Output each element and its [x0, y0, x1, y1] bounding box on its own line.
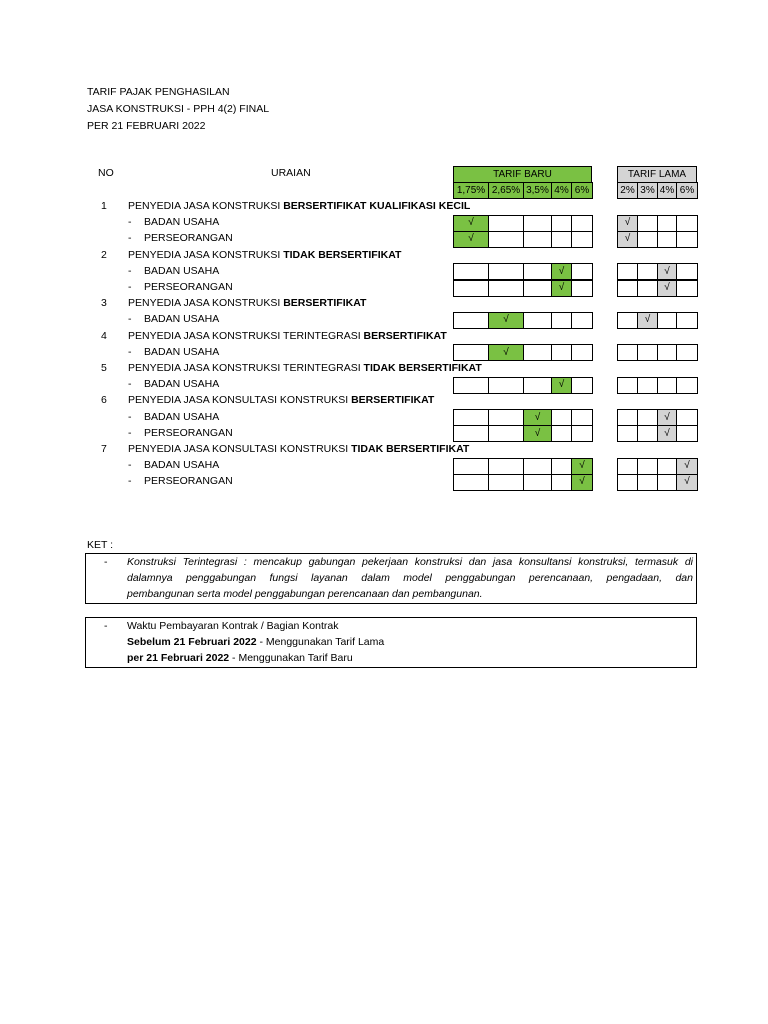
rate-cell [638, 410, 658, 426]
old-rate-header-3: 3% [638, 183, 658, 199]
rate-cell-checked: √ [489, 345, 524, 361]
rate-cell [524, 345, 552, 361]
sub-row-dash: - [128, 281, 132, 293]
category-text-bold: TIDAK BERSERTIFIKAT [283, 248, 402, 261]
rate-cell [638, 231, 658, 247]
rate-cell [677, 231, 698, 247]
tarif-lama-row-cells [617, 425, 698, 442]
rate-cell [524, 231, 552, 247]
category-heading [128, 392, 434, 408]
rate-cell [572, 410, 593, 426]
rate-header-4: 4% [552, 183, 572, 199]
rate-cell [677, 377, 698, 393]
sub-row-label: BADAN USAHA [144, 410, 220, 423]
sub-row-label: PERSEORANGAN [144, 475, 233, 488]
rate-cell [677, 264, 698, 280]
rate-header-3-5: 3,5% [524, 183, 552, 199]
sub-row-dash: - [128, 264, 132, 277]
tarif-lama-rate-header [617, 182, 698, 199]
rate-cell [572, 215, 593, 231]
rate-cell [572, 426, 593, 442]
doc-title-line-2: JASA KONSTRUKSI - PPH 4(2) FINAL [87, 103, 270, 115]
rate-cell [677, 215, 698, 231]
rate-cell [454, 410, 489, 426]
rate-cell [489, 215, 524, 231]
old-rate-header-2: 2% [618, 183, 638, 199]
rate-cell-checked: √ [658, 410, 677, 426]
rate-cell [454, 458, 489, 474]
rate-cell-checked: √ [658, 264, 677, 280]
rate-cell-checked: √ [572, 458, 593, 474]
tarif-baru-row-cells [453, 280, 593, 297]
rate-cell-checked: √ [552, 280, 572, 296]
old-rate-header-4: 4% [658, 183, 677, 199]
category-text: PENYEDIA JASA KONSTRUKSI [128, 200, 284, 212]
category-text-bold: TIDAK BERSERTIFIKAT [351, 443, 470, 455]
category-text-bold: BERSERTIFIKAT [283, 297, 367, 310]
rate-cell [638, 215, 658, 231]
rate-cell [618, 377, 638, 393]
tarif-baru-row-cells [453, 377, 593, 394]
tarif-baru-row-cells [453, 425, 593, 442]
rate-cell [552, 458, 572, 474]
rate-cell [489, 410, 524, 426]
header-tarif-baru: TARIF BARU [453, 166, 592, 183]
sub-row-label: BADAN USAHA [144, 264, 220, 277]
rate-cell [489, 458, 524, 474]
sub-row-label: PERSEORANGAN [144, 281, 233, 293]
tarif-lama-row-cells [617, 312, 698, 329]
ket-label: KET : [87, 539, 114, 551]
category-text: PENYEDIA JASA KONSULTASI KONSTRUKSI [128, 394, 352, 407]
tarif-lama-row-cells [617, 474, 698, 491]
rate-cell [552, 312, 572, 328]
rate-header-2-65: 2,65% [489, 183, 524, 199]
rate-cell [677, 410, 698, 426]
rate-cell [677, 426, 698, 442]
rate-cell [638, 426, 658, 442]
tarif-baru-row-cells [453, 474, 593, 491]
category-heading [128, 360, 482, 376]
rate-cell [618, 264, 638, 280]
rate-cell [454, 377, 489, 393]
rate-cell-checked: √ [677, 458, 698, 474]
category-text: PENYEDIA JASA KONSTRUKSI [128, 297, 284, 310]
rate-cell [658, 345, 677, 361]
row-number: 4 [101, 329, 107, 342]
rate-cell [638, 474, 658, 490]
rate-cell [618, 312, 638, 328]
rate-cell [454, 474, 489, 490]
sub-row-dash: - [128, 459, 132, 472]
rate-cell [572, 231, 593, 247]
rate-cell [658, 312, 677, 328]
rate-header-1-75: 1,75% [454, 183, 489, 199]
tarif-lama-row-cells [617, 280, 698, 297]
rate-cell-checked: √ [524, 426, 552, 442]
rate-cell [658, 474, 677, 490]
row-number: 3 [101, 297, 107, 310]
sub-row-label: BADAN USAHA [144, 216, 220, 229]
note1-line-3: pembangunan serta model penggabungan perencanaan dan pembangunan. [127, 588, 483, 600]
rate-cell-checked: √ [489, 312, 524, 328]
rate-cell [658, 377, 677, 393]
header-no: NO [98, 167, 114, 179]
rate-cell [489, 280, 524, 296]
sub-row-dash: - [128, 313, 132, 326]
rate-cell-checked: √ [524, 410, 552, 426]
rate-cell-checked: √ [677, 474, 698, 490]
category-text-bold: BERSERTIFIKAT [351, 394, 435, 407]
note-box-terintegrasi [85, 553, 697, 604]
rate-cell [618, 345, 638, 361]
sub-row-label: PERSEORANGAN [144, 426, 233, 439]
header-tarif-lama: TARIF LAMA [617, 166, 697, 183]
rate-cell [658, 231, 677, 247]
category-text: PENYEDIA JASA KONSTRUKSI TERINTEGRASI [128, 329, 364, 342]
tarif-baru-row-cells [453, 263, 593, 280]
rate-cell [677, 312, 698, 328]
rate-cell [454, 312, 489, 328]
doc-title-line-3: PER 21 FEBRUARI 2022 [87, 120, 206, 132]
tarif-lama-row-cells [617, 263, 698, 280]
doc-title-line-1: TARIF PAJAK PENGHASILAN [87, 86, 230, 98]
category-heading [128, 247, 401, 263]
tarif-baru-row-cells [453, 312, 593, 329]
rate-cell-checked: √ [618, 215, 638, 231]
rate-cell [638, 458, 658, 474]
category-heading [128, 295, 366, 311]
note-box-waktu-pembayaran [85, 617, 697, 668]
rate-cell [618, 474, 638, 490]
note2-line-1: Waktu Pembayaran Kontrak / Bagian Kontrak [127, 620, 339, 632]
header-uraian: URAIAN [271, 167, 311, 179]
rate-cell [552, 410, 572, 426]
rate-cell [552, 345, 572, 361]
rate-cell-checked: √ [454, 215, 489, 231]
sub-row-label: BADAN USAHA [144, 345, 220, 358]
tarif-lama-row-cells [617, 231, 698, 248]
rate-cell [658, 458, 677, 474]
rate-cell [524, 264, 552, 280]
note1-dash: - [104, 556, 108, 568]
rate-cell [454, 426, 489, 442]
rate-cell [552, 426, 572, 442]
rate-cell [552, 231, 572, 247]
sub-row-label: BADAN USAHA [144, 378, 220, 391]
rate-cell [524, 215, 552, 231]
rate-cell [524, 458, 552, 474]
rate-cell [618, 410, 638, 426]
tarif-baru-row-cells [453, 458, 593, 475]
rate-cell [524, 280, 552, 296]
rate-cell-checked: √ [658, 426, 677, 442]
rate-cell-checked: √ [454, 231, 489, 247]
category-heading [128, 328, 447, 344]
rate-cell [454, 264, 489, 280]
rate-cell [618, 458, 638, 474]
sub-row-dash: - [128, 216, 132, 229]
rate-cell-checked: √ [618, 231, 638, 247]
rate-cell [572, 345, 593, 361]
tarif-baru-rate-header [453, 182, 593, 199]
rate-cell [677, 280, 698, 296]
rate-cell [618, 426, 638, 442]
rate-cell-checked: √ [552, 377, 572, 393]
sub-row-dash: - [128, 378, 132, 391]
rate-cell [638, 377, 658, 393]
note2-line-3-rest: - Menggunakan Tarif Baru [229, 652, 353, 664]
rate-header-6: 6% [572, 183, 593, 199]
row-number: 7 [101, 443, 107, 455]
rate-cell [489, 426, 524, 442]
row-number: 5 [101, 362, 107, 374]
rate-cell-checked: √ [552, 264, 572, 280]
rate-cell [638, 345, 658, 361]
note2-line-2 [127, 634, 384, 650]
rate-cell [572, 312, 593, 328]
note2-line-2-date: Sebelum 21 Februari 2022 [127, 636, 257, 648]
tarif-baru-row-cells [453, 344, 593, 361]
rate-cell [489, 264, 524, 280]
sub-row-dash: - [128, 426, 132, 439]
tarif-lama-row-cells [617, 409, 698, 426]
tarif-baru-row-cells [453, 409, 593, 426]
rate-cell [524, 377, 552, 393]
tarif-lama-row-cells [617, 377, 698, 394]
row-number: 6 [101, 394, 107, 407]
rate-cell-checked: √ [638, 312, 658, 328]
sub-row-label: BADAN USAHA [144, 313, 220, 326]
note2-line-3 [127, 650, 353, 666]
rate-cell [552, 474, 572, 490]
rate-cell [454, 280, 489, 296]
category-text: PENYEDIA JASA KONSTRUKSI [128, 248, 284, 261]
rate-cell [524, 474, 552, 490]
rate-cell [572, 264, 593, 280]
rate-cell [638, 264, 658, 280]
rate-cell [489, 377, 524, 393]
category-heading [128, 198, 470, 214]
rate-cell-checked: √ [572, 474, 593, 490]
tarif-baru-row-cells [453, 215, 593, 232]
tarif-baru-row-cells [453, 231, 593, 248]
sub-row-dash: - [128, 475, 132, 488]
note2-dash: - [104, 620, 108, 632]
row-number: 1 [101, 200, 107, 212]
category-text-bold: BERSERTIFIKAT KUALIFIKASI KECIL [283, 200, 471, 212]
rate-cell [454, 345, 489, 361]
category-text: PENYEDIA JASA KONSTRUKSI TERINTEGRASI [128, 362, 364, 374]
rate-cell-checked: √ [658, 280, 677, 296]
sub-row-dash: - [128, 345, 132, 358]
rate-cell [618, 280, 638, 296]
row-number: 2 [101, 248, 107, 261]
sub-row-label: PERSEORANGAN [144, 232, 233, 245]
rate-cell [572, 280, 593, 296]
rate-cell [489, 474, 524, 490]
sub-row-dash: - [128, 232, 132, 245]
rate-cell [677, 345, 698, 361]
note1-text [127, 554, 693, 602]
category-text: PENYEDIA JASA KONSULTASI KONSTRUKSI [128, 443, 352, 455]
rate-cell [524, 312, 552, 328]
tarif-lama-row-cells [617, 344, 698, 361]
category-heading [128, 441, 469, 457]
note1-line-2: dalamnya penggabungan fungsi layanan dalam model penggabungan perencanaan, pengadaan, dan [127, 572, 693, 584]
note2-line-3-date: per 21 Februari 2022 [127, 652, 230, 664]
sub-row-label: BADAN USAHA [144, 459, 220, 472]
rate-cell [572, 377, 593, 393]
note1-line-1: Konstruksi Terintegrasi : mencakup gabungan pekerjaan konstruksi dan jasa konsultansi konstruksi, termasuk di [127, 556, 693, 568]
tarif-lama-row-cells [617, 215, 698, 232]
rate-cell [638, 280, 658, 296]
rate-cell [489, 231, 524, 247]
rate-cell [552, 215, 572, 231]
old-rate-header-6: 6% [677, 183, 698, 199]
sub-row-dash: - [128, 410, 132, 423]
category-text-bold: TIDAK BERSERTIFIKAT [363, 362, 482, 374]
tarif-lama-row-cells [617, 458, 698, 475]
rate-cell [658, 215, 677, 231]
category-text-bold: BERSERTIFIKAT [363, 329, 447, 342]
note2-line-2-rest: - Menggunakan Tarif Lama [256, 636, 385, 648]
